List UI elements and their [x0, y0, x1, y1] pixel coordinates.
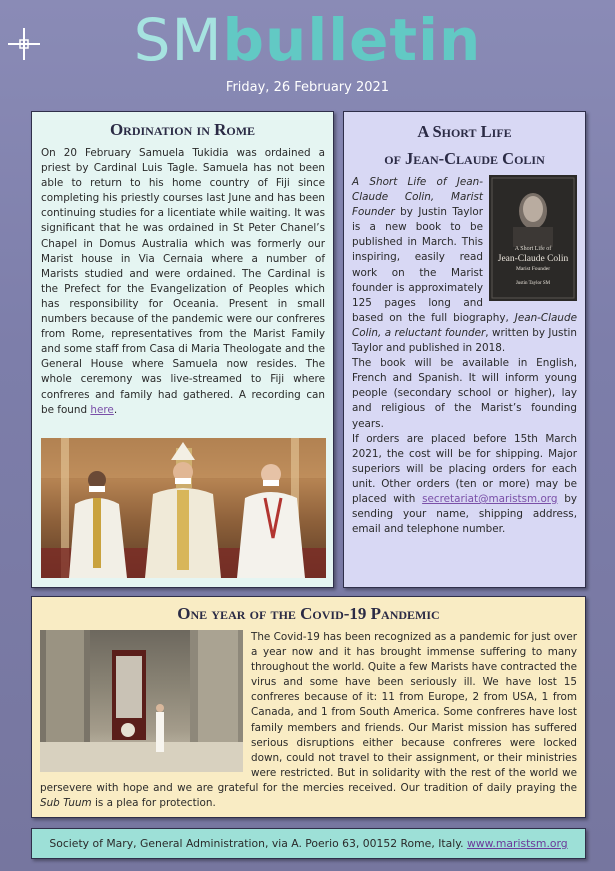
- biography-title: Jean-Claude Colin, a reluctant founder: [352, 311, 577, 339]
- covid-text-b: is a plea for protection.: [91, 797, 216, 810]
- masthead: [0, 0, 615, 95]
- ordination-photo: [41, 438, 326, 578]
- colin-p1a: by Justin Taylor is a new book to be published in March. This inspiring, easily read work on the Marist founder is approximately 125 pages long and based on the full biography,: [352, 206, 515, 324]
- book-cover: [489, 175, 577, 301]
- cover-author: Justin Taylor SM: [515, 281, 551, 286]
- colin-heading: [344, 118, 585, 172]
- title-bulletin: bulletin: [222, 6, 482, 74]
- cover-small: A Short Life of: [514, 246, 552, 252]
- colin-p3a: If orders are placed before 15th March 2021, the cost will be for shipping. Major superiors will be placing orders for each unit. Other orders (ten or more) may be placed with: [352, 432, 577, 505]
- colin-body: [352, 175, 577, 537]
- book-title: A Short Life of Jean-Claude Colin, Marist Founder: [352, 176, 483, 219]
- footer-address: Society of Mary, General Administration, via A. Poerio 63, 00152 Rome, Italy.: [49, 837, 467, 850]
- email-link[interactable]: secretariat@maristsm.org: [422, 492, 558, 505]
- website-link[interactable]: www.maristsm.org: [466, 837, 568, 850]
- ordination-article: [31, 111, 334, 588]
- colin-heading-line1: A Short Life: [417, 122, 512, 141]
- title-sm: SM: [133, 6, 223, 74]
- ordination-end: .: [113, 403, 118, 416]
- issue-date: Friday, 26 February 2021: [225, 80, 390, 95]
- recording-link[interactable]: here: [90, 403, 114, 416]
- cover-sub: Marist Founder: [515, 266, 551, 272]
- covid-text-a: The Covid-19 has been recognized as a pandemic for just over a year now and it has brought immense suffering to many throughout the world. Quite a few Marists have contracted the virus and some have been seriously ill. We have lost 15 confreres because of it: 11 from Europe, 2 from USA, 1 from Canada, and 1 from South America. Some confreres have lost family members and friends. Our Marist mission has suffered serious disruptions either because confreres were locked down, could not travel to their assignment, or their ministries were restricted. But in solidarity with the rest of the world we persevere with hope and we are grateful for the mercies received. Our tradition of daily praying the: [40, 631, 577, 794]
- bulletin-title: [0, 4, 615, 76]
- sub-tuum: Sub Tuum: [40, 797, 92, 810]
- covid-heading: One year of the Covid-19 Pandemic: [177, 604, 440, 623]
- footer: [31, 828, 586, 859]
- colin-article: [343, 111, 586, 588]
- ordination-heading: Ordination in Rome: [109, 120, 256, 139]
- cover-name: Jean-Claude Colin: [497, 254, 569, 264]
- ordination-body: [41, 146, 325, 418]
- colin-p1b: , written by Justin Taylor and published in 2018.: [352, 326, 577, 355]
- covid-photo: [40, 630, 243, 772]
- covid-article: [31, 596, 586, 818]
- ordination-text: On 20 February Samuela Tukidia was ordained a priest by Cardinal Luis Tagle. Samuela has not been able to return to his home country of Fiji since completing his priestly courses last June and has been continuing studies for a licentiate while waiting. It was significant that he was ordained in St Peter Chanel’s Chapel in Domus Australia which was formerly our Marist house in Via Cernaia where a number of Marists studied and were ordained. The Cardinal is the Prefect for the Evangelization of Peoples which has responsibility for Oceania. Present in small numbers because of the pandemic were our confreres from Rome, representatives from the Marist Family and some staff from Casa di Maria Theologate and the General House where Samuela now resides. The whole ceremony was live-streamed to Fiji where confreres and family had gathered. A recording can be found: [41, 147, 325, 416]
- colin-heading-line2: of Jean-Claude Colin: [384, 149, 545, 168]
- footer-text: [32, 829, 585, 858]
- colin-p2: The book will be available in English, French and Spanish. It will inform young people (secondary school or higher), lay and religious of the Marist’s founding years.: [352, 357, 577, 430]
- covid-body: [40, 630, 577, 811]
- colin-p3b: by sending your name, shipping address, email and telephone number.: [352, 492, 577, 536]
